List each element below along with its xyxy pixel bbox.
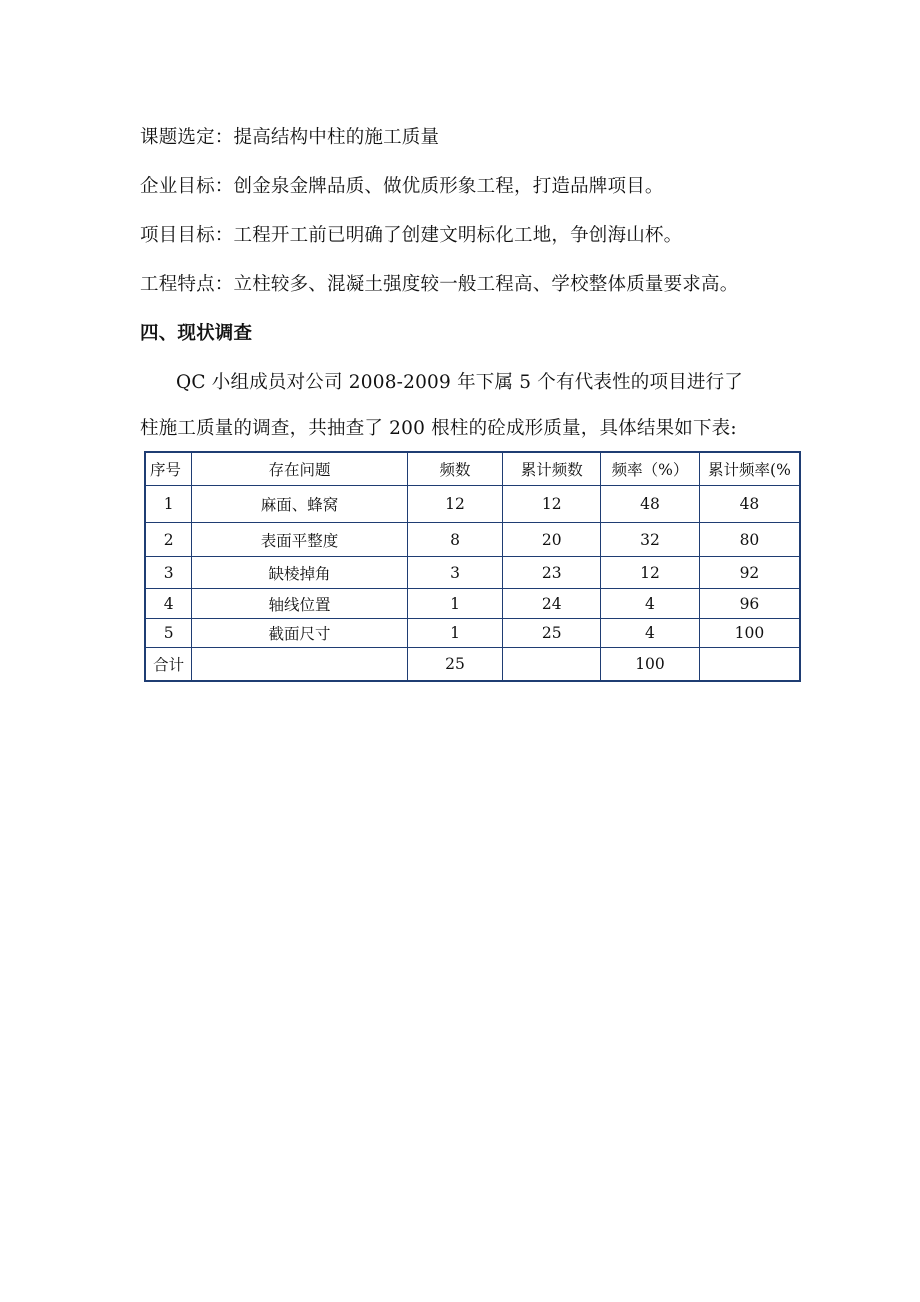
survey-results-table xyxy=(144,451,801,682)
cell-frequency: 8 xyxy=(407,523,503,557)
header-problem: 存在问题 xyxy=(192,452,407,486)
cell-index: 3 xyxy=(145,557,192,589)
section-heading: 四、现状调查 xyxy=(140,323,253,344)
header-rate: 频率（%） xyxy=(601,452,700,486)
cell-problem: 截面尺寸 xyxy=(192,619,407,648)
cell-rate: 12 xyxy=(601,557,700,589)
cell-cumulative-frequency: 23 xyxy=(503,557,601,589)
cell-cumulative-frequency: 25 xyxy=(503,619,601,648)
survey-paragraph-line-1: QC 小组成员对公司 2008-2009 年下属 5 个有代表性的项目进行了 xyxy=(176,372,744,393)
total-cumulative-frequency-cell xyxy=(503,648,601,682)
table-row xyxy=(145,619,800,648)
cell-problem: 麻面、蜂窝 xyxy=(192,486,407,523)
total-problem-cell xyxy=(192,648,407,682)
cell-rate: 4 xyxy=(601,589,700,619)
project-features-line: 工程特点：立柱较多、混凝土强度较一般工程高、学校整体质量要求高。 xyxy=(140,274,739,295)
cell-problem: 轴线位置 xyxy=(192,589,407,619)
table-row xyxy=(145,486,800,523)
total-rate: 100 xyxy=(601,648,700,682)
cell-problem: 表面平整度 xyxy=(192,523,407,557)
cell-index: 5 xyxy=(145,619,192,648)
total-cumulative-rate-cell xyxy=(699,648,800,682)
total-label: 合计 xyxy=(145,648,192,682)
header-index: 序号 xyxy=(145,452,192,486)
header-frequency: 频数 xyxy=(407,452,503,486)
table-row xyxy=(145,557,800,589)
cell-frequency: 1 xyxy=(407,619,503,648)
cell-cumulative-rate: 96 xyxy=(699,589,800,619)
cell-cumulative-frequency: 12 xyxy=(503,486,601,523)
cell-index: 1 xyxy=(145,486,192,523)
enterprise-goal-line: 企业目标：创金泉金牌品质、做优质形象工程，打造品牌项目。 xyxy=(140,176,664,197)
table-total-row xyxy=(145,648,800,682)
table-header-row xyxy=(145,452,800,486)
table-row xyxy=(145,589,800,619)
cell-index: 2 xyxy=(145,523,192,557)
cell-cumulative-rate: 100 xyxy=(699,619,800,648)
cell-cumulative-rate: 80 xyxy=(699,523,800,557)
cell-cumulative-frequency: 20 xyxy=(503,523,601,557)
cell-frequency: 3 xyxy=(407,557,503,589)
cell-cumulative-rate: 48 xyxy=(699,486,800,523)
cell-cumulative-frequency: 24 xyxy=(503,589,601,619)
total-frequency: 25 xyxy=(407,648,503,682)
header-cumulative-frequency: 累计频数 xyxy=(503,452,601,486)
cell-frequency: 1 xyxy=(407,589,503,619)
cell-rate: 32 xyxy=(601,523,700,557)
cell-rate: 4 xyxy=(601,619,700,648)
cell-cumulative-rate: 92 xyxy=(699,557,800,589)
topic-line: 课题选定：提高结构中柱的施工质量 xyxy=(140,127,440,148)
cell-frequency: 12 xyxy=(407,486,503,523)
cell-rate: 48 xyxy=(601,486,700,523)
table-row xyxy=(145,523,800,557)
cell-index: 4 xyxy=(145,589,192,619)
project-goal-line: 项目目标：工程开工前已明确了创建文明标化工地，争创海山杯。 xyxy=(140,225,683,246)
survey-paragraph-line-2: 柱施工质量的调查，共抽查了 200 根柱的砼成形质量，具体结果如下表: xyxy=(140,418,737,439)
header-cumulative-rate: 累计频率(% xyxy=(699,452,800,486)
cell-problem: 缺棱掉角 xyxy=(192,557,407,589)
